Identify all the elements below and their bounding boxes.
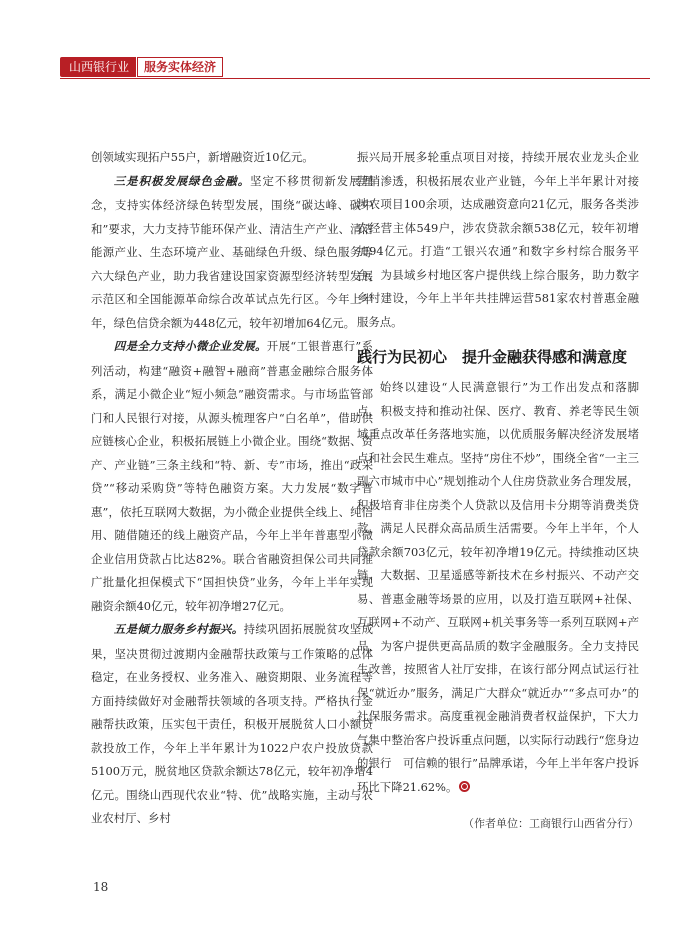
paragraph-body: 持续巩固拓展脱贫攻坚成果，坚决贯彻过渡期内金融帮扶政策与工作策略的总体稳定，在业务授权、业务准入、融资期限、业务流程等方面持续做好对金融帮扶领域的各项支持。严格执行金融帮扶政策，压实包干责任，积极开展脱贫人口小额贷款投放工作，今年上半年累计为1022户农户投放贷款5100万元，脱贫地区贷款余额达78亿元，较年初净增4亿元。围绕山西现代农业“特、优”战略实施，主动与农业农村厅、乡村 — [91, 622, 373, 825]
paragraph-lead: 四是全力支持小微企业发展。 — [113, 341, 267, 353]
paragraph-body: 开展“工银普惠行”系列活动，构建“融资+融智+融商”普惠金融综合服务体系，满足小微企业“短小频急”融资需求。与市场监管部门和人民银行对接，从源头梳理客户“白名单”，借助供应链核心企业，积极拓展链上小微企业。围绕“数据、资产、产业链”三条主线和“特、新、专”市场，推出“政采贷”“移动采购贷”等特色融资方案。大力发展“数字普惠”，依托互联网大数据，为小微企业提供全线上、纯信用、随借随还的线上融资产品，今年上半年普惠型小微企业信用贷款占比达82%。联合省融资担保公司共同推广批量化担保模式下“国担快贷”业务，今年上半年实现融资余额40亿元，较年初净增27亿元。 — [91, 339, 373, 613]
paragraph-people-first — [357, 376, 639, 799]
right-column — [357, 146, 639, 799]
paragraph-green-finance — [91, 170, 373, 336]
paragraph-rural-revitalization — [91, 618, 373, 831]
author-affiliation: （作者单位：工商银行山西省分行） — [463, 817, 639, 830]
paragraph-body: 始终以建设“人民满意银行”为工作出发点和落脚点，积极支持和推动社保、医疗、教育、养老等民生领域重点改革任务落地实施，以优质服务解决经济发展堵点和社会民生难点。坚持“房住不炒”，围绕全省“一主三副六市城市中心”规划推动个人住房贷款业务合理发展，积极培育非住房类个人贷款以及信用卡分期等消费类贷款，满足人民群众高品质生活需要。今年上半年，个人贷款余额703亿元，较年初净增19亿元。持续推动区块链、大数据、卫星遥感等新技术在乡村振兴、不动产交易、普惠金融等场景的应用，以及打造互联网+社保、互联网+不动产、互联网+机关事务等一系列互联网+产品，为客户提供更高品质的数字金融服务。全力支持民生改善，按照省人社厅安排，在该行部分网点试运行社保“就近办”服务，满足广大群众“就近办”“多点可办”的社保服务需求。高度重视金融消费者权益保护，下大力气集中整治客户投诉重点问题，以实际行动践行“您身边的银行 可信赖的银行”品牌承诺，今年上半年客户投诉环比下降21.62%。 — [357, 380, 639, 794]
paragraph-body: 坚定不移贯彻新发展理念，支持实体经济绿色转型发展，围绕“碳达峰、碳中和”要求，大力支持节能环保产业、清洁生产产业、清洁能源产业、生态环境产业、基础绿色升级、绿色服务等六大绿色产业，助力我省建设国家资源型经济转型发展示范区和全国能源革命综合改革试点先行区。今年上半年，绿色信贷余额为448亿元，较年初增加64亿元。 — [91, 173, 373, 330]
page-header — [60, 57, 650, 79]
left-column — [91, 146, 373, 831]
page-number: 18 — [93, 880, 109, 894]
header-subtitle: 服务实体经济 — [137, 57, 223, 77]
paragraph-lead: 五是倾力服务乡村振兴。 — [113, 624, 244, 636]
header-rule — [60, 78, 650, 79]
paragraph-small-business — [91, 335, 373, 618]
paragraph-continuation: 振兴局开展多轮重点项目对接，持续开展农业龙头企业营销渗透，积极拓展农业产业链，今年上半年累计对接涉农项目100余项，达成融资意向21亿元，服务各类涉农经营主体549户，涉农贷款余额538亿元，较年初增加94亿元。打造“工银兴农通”和数字乡村综合服务平台，为县域乡村地区客户提供线上综合服务，助力数字乡村建设，今年上半年共挂牌运营581家农村普惠金融服务点。 — [357, 150, 639, 329]
paragraph-lead: 三是积极发展绿色金融。 — [113, 175, 251, 188]
article-end-icon — [459, 781, 470, 792]
paragraph-intro: 创领域实现拓户55户，新增融资近10亿元。 — [91, 150, 314, 164]
section-title: 践行为民初心 提升金融获得感和满意度 — [357, 348, 628, 366]
header-tag: 山西银行业 — [60, 57, 136, 77]
